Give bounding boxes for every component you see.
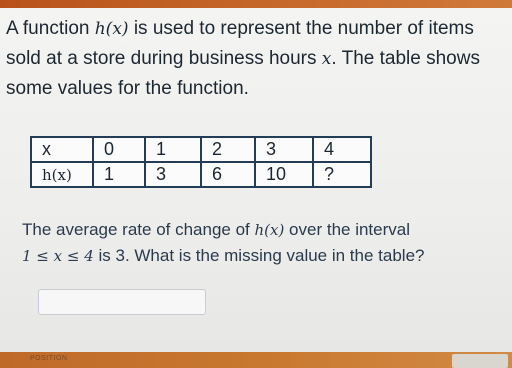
prompt-text: The average rate of change of h(x) over the interval 1 ≤ x ≤ 4 is 3. What is the missing value in the table? <box>22 220 425 265</box>
table-row-x <box>31 137 371 162</box>
question-text: A function h(x) is used to represent the number of items sold at a store during business hours x. The table shows some values for the function. <box>6 18 480 99</box>
table-cell: 6 <box>201 162 255 187</box>
table-cell: 3 <box>255 137 313 162</box>
table-cell: 10 <box>255 162 313 187</box>
interval-notation: 1 ≤ x ≤ 4 <box>22 247 94 265</box>
table-cell: 4 <box>313 137 371 162</box>
table-cell: 1 <box>145 137 201 162</box>
function-notation: h(x) <box>254 221 285 239</box>
table-cell: 1 <box>93 162 145 187</box>
table-row-h <box>31 162 371 187</box>
function-notation: h(x) <box>94 19 129 39</box>
table-cell: 0 <box>93 137 145 162</box>
bottom-toolbar <box>0 352 512 368</box>
next-button[interactable] <box>452 354 508 368</box>
variable-notation: x <box>321 49 332 69</box>
row-header-x: x <box>31 137 93 162</box>
table-cell: 3 <box>145 162 201 187</box>
missing-value-cell: ? <box>313 162 371 187</box>
top-accent-bar <box>0 0 512 8</box>
answer-input[interactable] <box>38 289 206 315</box>
table-cell: 2 <box>201 137 255 162</box>
position-button[interactable]: POSITION <box>30 355 68 362</box>
values-table <box>30 136 372 188</box>
row-header-h: h(x) <box>31 162 93 187</box>
